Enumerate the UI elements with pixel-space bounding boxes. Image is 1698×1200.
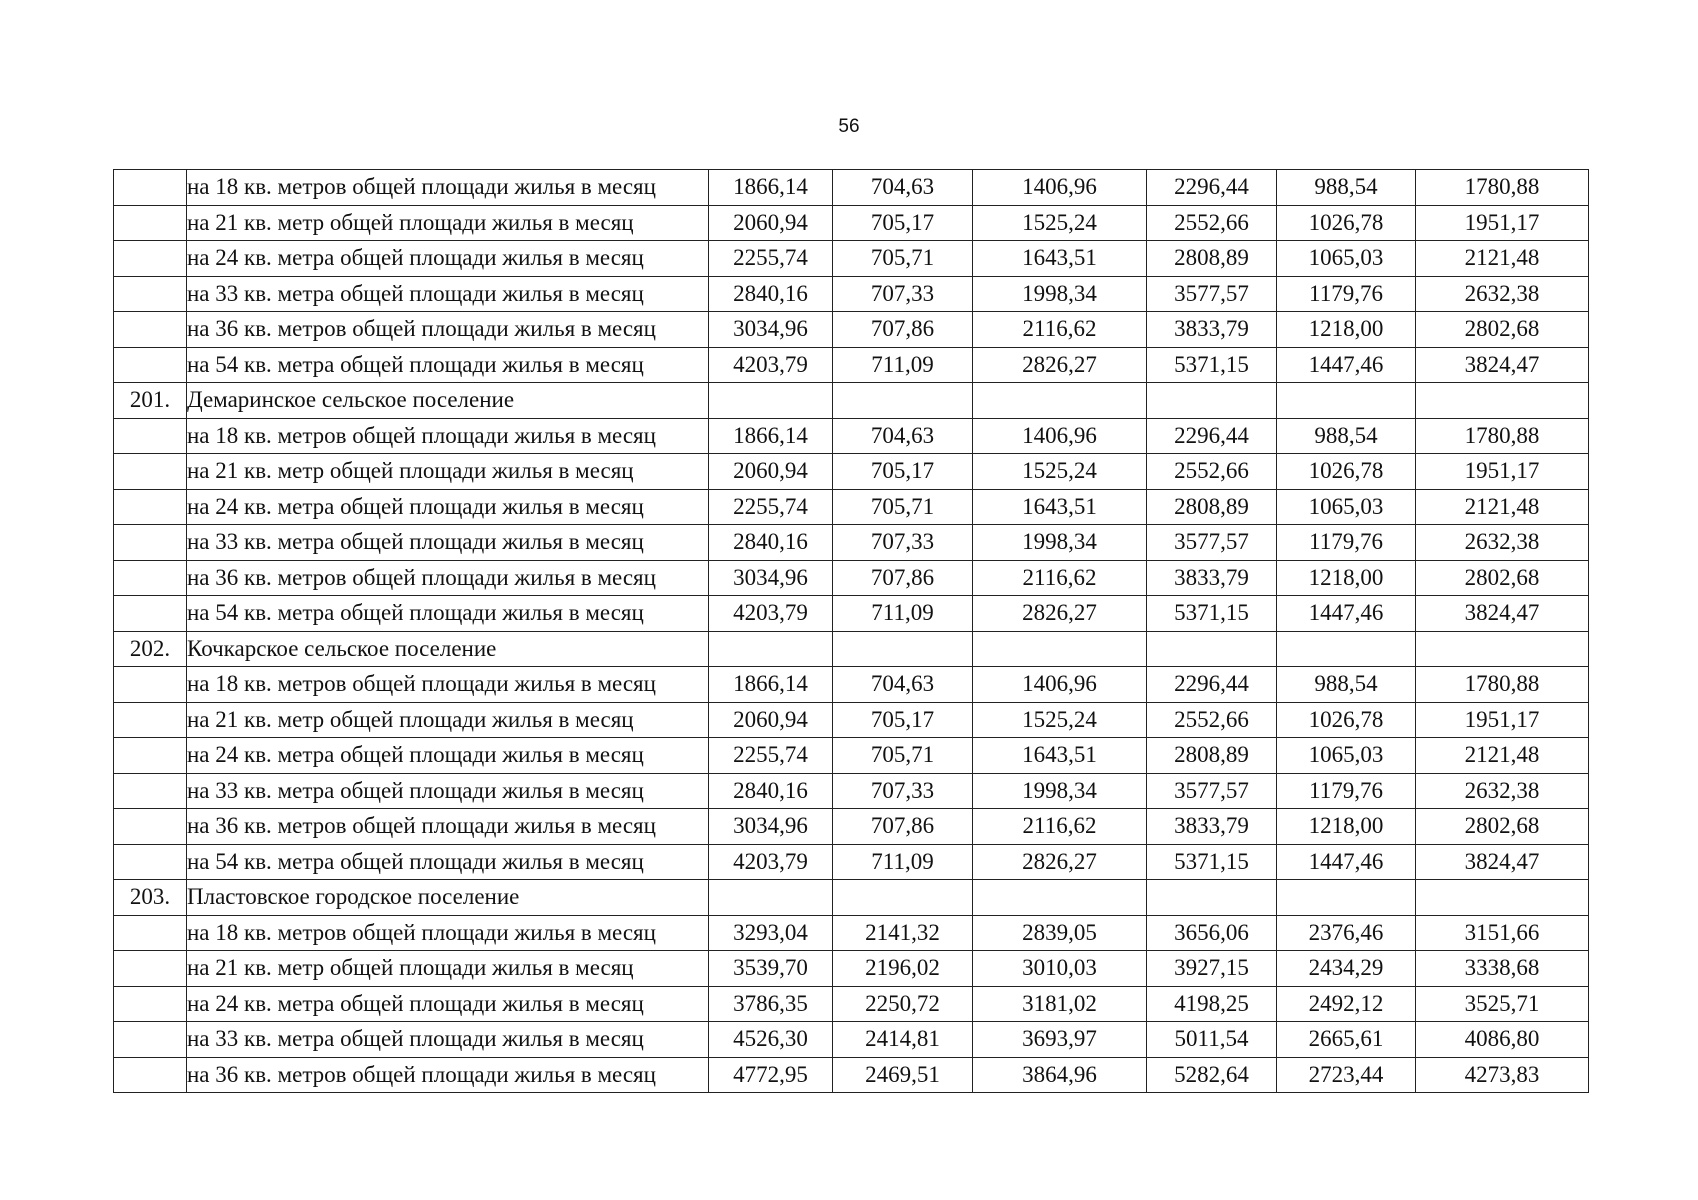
value-cell: 2376,46: [1277, 915, 1416, 951]
row-label: на 21 кв. метр общей площади жилья в месяц: [187, 702, 709, 738]
empty-cell: [1277, 383, 1416, 419]
table-row: [114, 809, 1589, 845]
row-label: на 24 кв. метра общей площади жилья в месяц: [187, 241, 709, 277]
row-label: на 21 кв. метр общей площади жилья в месяц: [187, 951, 709, 987]
value-cell: 1780,88: [1416, 418, 1589, 454]
row-label: на 24 кв. метра общей площади жилья в месяц: [187, 986, 709, 1022]
table-row: [114, 1022, 1589, 1058]
table-row: [114, 241, 1589, 277]
row-label: на 18 кв. метров общей площади жилья в месяц: [187, 418, 709, 454]
row-number-cell: [114, 170, 187, 206]
empty-cell: [973, 631, 1147, 667]
value-cell: 2296,44: [1147, 667, 1277, 703]
table-row: [114, 844, 1589, 880]
value-cell: 1026,78: [1277, 205, 1416, 241]
value-cell: 2552,66: [1147, 454, 1277, 490]
value-cell: 3824,47: [1416, 596, 1589, 632]
empty-cell: [1147, 383, 1277, 419]
value-cell: 2802,68: [1416, 312, 1589, 348]
row-label: на 33 кв. метра общей площади жилья в месяц: [187, 276, 709, 312]
value-cell: 2839,05: [973, 915, 1147, 951]
value-cell: 3786,35: [709, 986, 833, 1022]
value-cell: 2826,27: [973, 844, 1147, 880]
value-cell: 2632,38: [1416, 276, 1589, 312]
empty-cell: [1277, 880, 1416, 916]
row-label: на 33 кв. метра общей площади жилья в месяц: [187, 1022, 709, 1058]
row-number-cell: [114, 525, 187, 561]
empty-cell: [1147, 631, 1277, 667]
value-cell: 2826,27: [973, 347, 1147, 383]
section-number: 201.: [114, 383, 187, 419]
value-cell: 2060,94: [709, 454, 833, 490]
value-cell: 1218,00: [1277, 312, 1416, 348]
value-cell: 1179,76: [1277, 276, 1416, 312]
value-cell: 2060,94: [709, 702, 833, 738]
value-cell: 1447,46: [1277, 844, 1416, 880]
value-cell: 2840,16: [709, 525, 833, 561]
value-cell: 2632,38: [1416, 525, 1589, 561]
value-cell: 3656,06: [1147, 915, 1277, 951]
value-cell: 707,33: [833, 773, 973, 809]
value-cell: 1951,17: [1416, 454, 1589, 490]
value-cell: 4203,79: [709, 347, 833, 383]
empty-cell: [1416, 880, 1589, 916]
value-cell: 2255,74: [709, 489, 833, 525]
empty-cell: [1416, 631, 1589, 667]
table-row: [114, 667, 1589, 703]
value-cell: 711,09: [833, 596, 973, 632]
value-cell: 4198,25: [1147, 986, 1277, 1022]
value-cell: 5371,15: [1147, 844, 1277, 880]
value-cell: 3293,04: [709, 915, 833, 951]
value-cell: 1406,96: [973, 667, 1147, 703]
value-cell: 2492,12: [1277, 986, 1416, 1022]
value-cell: 5282,64: [1147, 1057, 1277, 1093]
value-cell: 1866,14: [709, 170, 833, 206]
value-cell: 1998,34: [973, 276, 1147, 312]
value-cell: 1951,17: [1416, 205, 1589, 241]
value-cell: 1780,88: [1416, 170, 1589, 206]
empty-cell: [709, 880, 833, 916]
section-header-row: [114, 880, 1589, 916]
section-number: 203.: [114, 880, 187, 916]
value-cell: 1406,96: [973, 418, 1147, 454]
value-cell: 2802,68: [1416, 809, 1589, 845]
table-row: [114, 773, 1589, 809]
value-cell: 707,86: [833, 312, 973, 348]
value-cell: 704,63: [833, 170, 973, 206]
table-body: [114, 170, 1589, 1093]
row-number-cell: [114, 312, 187, 348]
table-row: [114, 560, 1589, 596]
value-cell: 2434,29: [1277, 951, 1416, 987]
empty-cell: [709, 383, 833, 419]
section-name: Пластовское городское поселение: [187, 880, 709, 916]
value-cell: 1218,00: [1277, 809, 1416, 845]
section-name: Кочкарское сельское поселение: [187, 631, 709, 667]
section-header-row: [114, 383, 1589, 419]
value-cell: 3833,79: [1147, 312, 1277, 348]
table-row: [114, 986, 1589, 1022]
section-name: Демаринское сельское поселение: [187, 383, 709, 419]
table-row: [114, 525, 1589, 561]
row-label: на 18 кв. метров общей площади жилья в месяц: [187, 915, 709, 951]
value-cell: 1447,46: [1277, 596, 1416, 632]
value-cell: 2116,62: [973, 809, 1147, 845]
value-cell: 4772,95: [709, 1057, 833, 1093]
value-cell: 988,54: [1277, 667, 1416, 703]
value-cell: 2116,62: [973, 560, 1147, 596]
row-number-cell: [114, 1022, 187, 1058]
value-cell: 1998,34: [973, 525, 1147, 561]
empty-cell: [833, 880, 973, 916]
row-number-cell: [114, 702, 187, 738]
row-label: на 54 кв. метра общей площади жилья в месяц: [187, 596, 709, 632]
value-cell: 1026,78: [1277, 454, 1416, 490]
empty-cell: [1416, 383, 1589, 419]
row-number-cell: [114, 489, 187, 525]
value-cell: 4526,30: [709, 1022, 833, 1058]
value-cell: 1179,76: [1277, 773, 1416, 809]
value-cell: 988,54: [1277, 418, 1416, 454]
value-cell: 1951,17: [1416, 702, 1589, 738]
value-cell: 1998,34: [973, 773, 1147, 809]
value-cell: 1866,14: [709, 667, 833, 703]
value-cell: 1065,03: [1277, 241, 1416, 277]
value-cell: 3034,96: [709, 809, 833, 845]
empty-cell: [1147, 880, 1277, 916]
empty-cell: [973, 383, 1147, 419]
value-cell: 1866,14: [709, 418, 833, 454]
table-row: [114, 454, 1589, 490]
value-cell: 1218,00: [1277, 560, 1416, 596]
value-cell: 3034,96: [709, 312, 833, 348]
value-cell: 4203,79: [709, 596, 833, 632]
table-row: [114, 170, 1589, 206]
value-cell: 2196,02: [833, 951, 973, 987]
row-number-cell: [114, 809, 187, 845]
value-cell: 707,33: [833, 525, 973, 561]
value-cell: 2469,51: [833, 1057, 973, 1093]
value-cell: 2723,44: [1277, 1057, 1416, 1093]
empty-cell: [833, 383, 973, 419]
value-cell: 2296,44: [1147, 418, 1277, 454]
value-cell: 705,17: [833, 702, 973, 738]
value-cell: 3010,03: [973, 951, 1147, 987]
value-cell: 705,17: [833, 205, 973, 241]
row-label: на 21 кв. метр общей площади жилья в месяц: [187, 205, 709, 241]
value-cell: 2826,27: [973, 596, 1147, 632]
table-row: [114, 1057, 1589, 1093]
value-cell: 2665,61: [1277, 1022, 1416, 1058]
table-row: [114, 702, 1589, 738]
value-cell: 705,71: [833, 241, 973, 277]
value-cell: 3577,57: [1147, 773, 1277, 809]
value-cell: 2840,16: [709, 773, 833, 809]
value-cell: 707,86: [833, 809, 973, 845]
table-row: [114, 418, 1589, 454]
value-cell: 2552,66: [1147, 205, 1277, 241]
value-cell: 2808,89: [1147, 489, 1277, 525]
row-number-cell: [114, 844, 187, 880]
section-number: 202.: [114, 631, 187, 667]
row-label: на 36 кв. метров общей площади жилья в месяц: [187, 809, 709, 845]
value-cell: 3151,66: [1416, 915, 1589, 951]
row-label: на 21 кв. метр общей площади жилья в месяц: [187, 454, 709, 490]
row-label: на 33 кв. метра общей площади жилья в месяц: [187, 525, 709, 561]
value-cell: 1065,03: [1277, 738, 1416, 774]
value-cell: 3577,57: [1147, 276, 1277, 312]
value-cell: 705,71: [833, 738, 973, 774]
value-cell: 1643,51: [973, 241, 1147, 277]
value-cell: 1179,76: [1277, 525, 1416, 561]
value-cell: 1447,46: [1277, 347, 1416, 383]
value-cell: 2250,72: [833, 986, 973, 1022]
value-cell: 5011,54: [1147, 1022, 1277, 1058]
value-cell: 1065,03: [1277, 489, 1416, 525]
value-cell: 711,09: [833, 347, 973, 383]
value-cell: 2552,66: [1147, 702, 1277, 738]
row-number-cell: [114, 560, 187, 596]
row-number-cell: [114, 418, 187, 454]
value-cell: 2414,81: [833, 1022, 973, 1058]
table-row: [114, 205, 1589, 241]
value-cell: 2121,48: [1416, 241, 1589, 277]
row-number-cell: [114, 241, 187, 277]
row-label: на 24 кв. метра общей площади жилья в месяц: [187, 489, 709, 525]
row-label: на 36 кв. метров общей площади жилья в месяц: [187, 560, 709, 596]
row-number-cell: [114, 915, 187, 951]
value-cell: 1643,51: [973, 738, 1147, 774]
value-cell: 1525,24: [973, 454, 1147, 490]
row-number-cell: [114, 1057, 187, 1093]
value-cell: 2121,48: [1416, 489, 1589, 525]
row-number-cell: [114, 951, 187, 987]
row-label: на 54 кв. метра общей площади жилья в месяц: [187, 347, 709, 383]
value-cell: 2808,89: [1147, 241, 1277, 277]
value-cell: 1525,24: [973, 702, 1147, 738]
value-cell: 5371,15: [1147, 347, 1277, 383]
row-number-cell: [114, 276, 187, 312]
value-cell: 4086,80: [1416, 1022, 1589, 1058]
row-label: на 18 кв. метров общей площади жилья в месяц: [187, 170, 709, 206]
row-label: на 36 кв. метров общей площади жилья в месяц: [187, 312, 709, 348]
value-cell: 2632,38: [1416, 773, 1589, 809]
row-number-cell: [114, 347, 187, 383]
table-row: [114, 276, 1589, 312]
row-label: на 36 кв. метров общей площади жилья в месяц: [187, 1057, 709, 1093]
row-label: на 18 кв. метров общей площади жилья в месяц: [187, 667, 709, 703]
row-number-cell: [114, 454, 187, 490]
value-cell: 1406,96: [973, 170, 1147, 206]
value-cell: 3824,47: [1416, 844, 1589, 880]
value-cell: 704,63: [833, 667, 973, 703]
value-cell: 2060,94: [709, 205, 833, 241]
value-cell: 2802,68: [1416, 560, 1589, 596]
empty-cell: [1277, 631, 1416, 667]
row-label: на 33 кв. метра общей площади жилья в месяц: [187, 773, 709, 809]
value-cell: 2808,89: [1147, 738, 1277, 774]
value-cell: 711,09: [833, 844, 973, 880]
value-cell: 2296,44: [1147, 170, 1277, 206]
row-number-cell: [114, 738, 187, 774]
value-cell: 3864,96: [973, 1057, 1147, 1093]
value-cell: 4203,79: [709, 844, 833, 880]
value-cell: 2121,48: [1416, 738, 1589, 774]
empty-cell: [709, 631, 833, 667]
value-cell: 1643,51: [973, 489, 1147, 525]
value-cell: 3927,15: [1147, 951, 1277, 987]
table-row: [114, 596, 1589, 632]
value-cell: 3833,79: [1147, 809, 1277, 845]
value-cell: 2255,74: [709, 738, 833, 774]
value-cell: 707,86: [833, 560, 973, 596]
value-cell: 3338,68: [1416, 951, 1589, 987]
value-cell: 3824,47: [1416, 347, 1589, 383]
tariff-table: [113, 169, 1589, 1093]
value-cell: 988,54: [1277, 170, 1416, 206]
value-cell: 3034,96: [709, 560, 833, 596]
table-row: [114, 347, 1589, 383]
row-label: на 24 кв. метра общей площади жилья в месяц: [187, 738, 709, 774]
row-number-cell: [114, 986, 187, 1022]
value-cell: 2116,62: [973, 312, 1147, 348]
table-row: [114, 312, 1589, 348]
value-cell: 1525,24: [973, 205, 1147, 241]
value-cell: 4273,83: [1416, 1057, 1589, 1093]
page-number: 56: [838, 116, 860, 137]
value-cell: 704,63: [833, 418, 973, 454]
value-cell: 1026,78: [1277, 702, 1416, 738]
value-cell: 3539,70: [709, 951, 833, 987]
value-cell: 2840,16: [709, 276, 833, 312]
value-cell: 3525,71: [1416, 986, 1589, 1022]
table-row: [114, 489, 1589, 525]
row-number-cell: [114, 773, 187, 809]
value-cell: 707,33: [833, 276, 973, 312]
value-cell: 3577,57: [1147, 525, 1277, 561]
value-cell: 2255,74: [709, 241, 833, 277]
value-cell: 705,17: [833, 454, 973, 490]
section-header-row: [114, 631, 1589, 667]
empty-cell: [973, 880, 1147, 916]
row-number-cell: [114, 596, 187, 632]
empty-cell: [833, 631, 973, 667]
value-cell: 2141,32: [833, 915, 973, 951]
table-row: [114, 738, 1589, 774]
value-cell: 3833,79: [1147, 560, 1277, 596]
value-cell: 705,71: [833, 489, 973, 525]
value-cell: 3181,02: [973, 986, 1147, 1022]
table-row: [114, 951, 1589, 987]
row-label: на 54 кв. метра общей площади жилья в месяц: [187, 844, 709, 880]
table-row: [114, 915, 1589, 951]
value-cell: 5371,15: [1147, 596, 1277, 632]
value-cell: 1780,88: [1416, 667, 1589, 703]
row-number-cell: [114, 205, 187, 241]
value-cell: 3693,97: [973, 1022, 1147, 1058]
row-number-cell: [114, 667, 187, 703]
